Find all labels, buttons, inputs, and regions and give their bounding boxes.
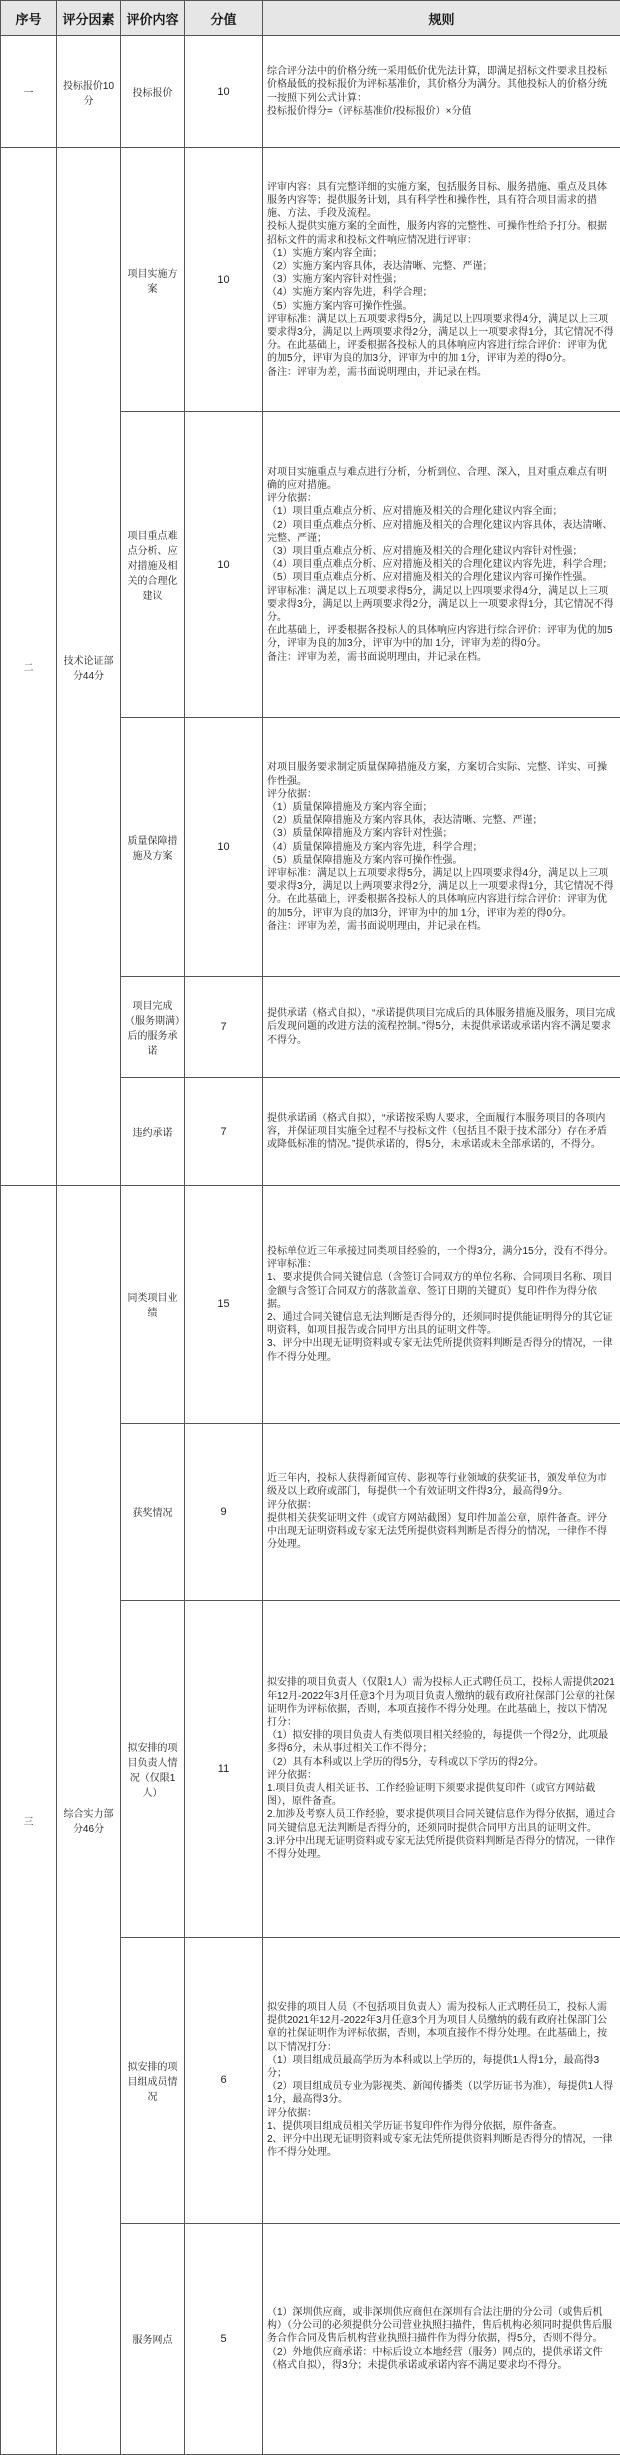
- rule-line: （4）实施方案内容先进，科学合理；: [267, 287, 433, 299]
- rule-line: 对项目实施重点与难点进行分析，分析到位、合理、深入，且对重点难点有明确的应对措施。: [267, 466, 607, 492]
- rule-line: 投标人提供实施方案的全面性，服务内容的完整性、可操作性给予打分。根据招标文件的需求和投标文件响应情况进行评审：: [267, 221, 607, 246]
- item-rule: [263, 1937, 620, 2223]
- item-name: 违约承诺: [121, 1078, 185, 1186]
- item-score: 10: [185, 718, 263, 977]
- rule-line: 3、评分中出现无证明资料或专家无法凭所提供资料判断是否得分的情况，一律作不得分处理。: [267, 1338, 613, 1363]
- item-name: 项目完成（服务期满）后的服务承诺: [121, 976, 185, 1077]
- item-score: 11: [185, 1600, 263, 1937]
- item-score: 15: [185, 1186, 263, 1424]
- item-rule: [263, 718, 620, 977]
- item-name: 服务网点: [121, 2223, 185, 2454]
- rule-line: （1）项目重点难点分析、应对措施及相关的合理化建议内容全面；: [267, 506, 563, 518]
- rule-line: 投标单位近三年承接过同类项目经验的，一个得3分，满分15分，没有不得分。: [267, 1245, 614, 1257]
- table-row: [1, 1186, 620, 1424]
- rule-line: （1）实施方案内容全面；: [267, 247, 383, 259]
- rule-line: 投标报价得分=（评标基准价/投标报价）×分值: [267, 105, 472, 117]
- item-name: 投标报价: [121, 36, 185, 148]
- group-index: 三: [1, 1186, 57, 2455]
- rule-line: （5）实施方案内容可操作性强。: [267, 300, 413, 312]
- rule-line: 备注：评审为差，需书面说明理由，并记录在档。: [267, 366, 487, 378]
- item-score: 6: [185, 1937, 263, 2223]
- group-factor: 综合实力部分46分: [57, 1186, 121, 2455]
- rule-line: 2.加涉及考察人员工作经验，要求提供项目合同关键信息作为得分依据，通过合同关键信息无法判断是否得分的，还须同时提供合同甲方出具的证明文件。: [267, 1809, 616, 1834]
- item-rule: [263, 1186, 620, 1424]
- rule-line: 提供承诺函（格式自拟），“承诺按采购人要求，全面履行本服务项目的各项内容，并保证项目实施全过程不与投标文件（包括且不限于技术部分）存在矛盾或降低标准的情况。”提供承诺的，得5分，未承诺或未全部承诺的，不得分。: [267, 1112, 607, 1151]
- rule-line: 2、通过合同关键信息无法判断是否得分的，还须同时提供能证明得分的其它证明资料，如项目报告或合同甲方出具的证明文件等。: [267, 1311, 613, 1337]
- rule-line: 1、提供项目组成员相关学历证书复印件作为得分依据，原件备查。: [267, 2120, 563, 2132]
- rule-line: 对项目服务要求制定质量保障措施及方案，方案切合实际、完整、详实、可操作性强。: [267, 762, 607, 787]
- rule-line: （3）项目重点难点分析、应对措施及相关的合理化建议内容针对性强；: [267, 546, 583, 558]
- rule-line: 近三年内，投标人获得新闻宣传、影视等行业领域的获奖证书，颁发单位为市级及以上政府或部门，每提供一个有效证明文件得3分，最高得9分。: [267, 1473, 607, 1498]
- rule-line: 备注：评审为差，需书面说明理由，并记录在档。: [267, 920, 487, 932]
- rule-line: 评分依据：: [267, 2107, 317, 2119]
- rule-line: （3）质量保障措施及方案内容针对性强；: [267, 828, 453, 840]
- rule-line: （1）深圳供应商，或非深圳供应商但在深圳有合法注册的分公司（或售后机构）（分公司的必须提供分公司营业执照扫描件，售后机构必须同时提供售后服务合作合同及售后机构营业执照扫描件作为得分依据，得5分，否则不得分。: [267, 2306, 612, 2345]
- group-index: 一: [1, 36, 57, 148]
- rule-line: 评审标准：: [267, 1259, 317, 1271]
- item-name: 获奖情况: [121, 1423, 185, 1600]
- item-rule: [263, 1423, 620, 1600]
- item-rule: [263, 412, 620, 718]
- rule-line: （2）具有本科或以上学历的得5分，专科或以下学历的得2分。: [267, 1756, 544, 1768]
- table-header-row: [1, 1, 620, 36]
- item-rule: [263, 36, 620, 148]
- rule-line: （1）质量保障措施及方案内容全面；: [267, 801, 433, 813]
- rule-line: （2）实施方案内容具体，表达清晰、完整、严谨；: [267, 261, 493, 272]
- rule-line: 评审内容：具有完整详细的实施方案，包括服务目标、服务措施、重点及具体服务内容等；提供服务计划，具有科学性和操作性，具有符合项目需求的措施、方法、手段及流程。: [267, 181, 607, 220]
- rule-line: （5）质量保障措施及方案内容可操作性强。: [267, 854, 463, 866]
- rule-line: 评分依据：: [267, 493, 317, 505]
- rule-line: 拟安排的项目人员（不包括项目负责人）需为投标人正式聘任员工，投标人需提供2021年12月-2022年3月任意3个月为项目人员缴纳的载有政府社保部门公章的社保证明作为评标依据，否则，本项直接作不得分处理。在此基础上，按以下情况打分：: [267, 2002, 608, 2053]
- rule-line: 综合评分法中的价格分统一采用低价优先法计算，即满足招标文件要求且投标价格最低的投标报价为评标基准价，其价格分为满分。其他投标人的价格分统一按照下列公式计算：: [267, 66, 607, 104]
- rule-line: （2）项目组成员专业为影视类、新闻传播类（以学历证书为准），每提供1人得1分，最高得3分。: [267, 2081, 614, 2106]
- rule-line: 2、评分中出现无证明资料或专家无法凭所提供资料判断是否得分的情况，一律作不得分处理。: [267, 2134, 613, 2159]
- rule-line: 1、要求提供合同关键信息（含签订合同双方的单位名称、合同项目名称、项目金额与含签订合同双方的落款盖章、签订日期的关键页）复印件作为得分依据。: [267, 1272, 613, 1310]
- rule-line: 评分依据：: [267, 1769, 317, 1781]
- rule-line: 拟安排的项目负责人（仅限1人）需为投标人正式聘任员工，投标人需提供2021年12月-2022年3月任意3个月为项目负责人缴纳的载有政府社保部门公章的社保证明作为评标依据，否则，本项直接作不得分处理。在此基础上，按以下情况打分：: [267, 1677, 615, 1728]
- header-rules: 规则: [263, 1, 620, 36]
- item-score: 10: [185, 36, 263, 148]
- group-factor: 投标报价10分: [57, 36, 121, 148]
- item-score: 10: [185, 412, 263, 718]
- table-row: [1, 36, 620, 148]
- rule-line: 备注：评审为差，需书面说明理由，并记录在档。: [267, 651, 487, 663]
- rule-line: 评审标准：满足以上五项要求得5分，满足以上四项要求得4分，满足以上三项要求得3分，满足以上两项要求得2分，满足以上一项要求得1分，其它情况不得分。在此基础上，评委根据各投标人的具体响应内容进行综合评价：评审为优的加5分，评审为良的加3分，评审为中的加 1分，评审为差的得0分。: [267, 867, 614, 919]
- item-rule: [263, 1078, 620, 1186]
- table-row: [1, 148, 620, 412]
- item-name: 项目实施方案: [121, 148, 185, 412]
- item-rule: [263, 2223, 620, 2454]
- header-content: 评价内容: [121, 1, 185, 36]
- item-score: 9: [185, 1423, 263, 1600]
- rule-line: （2）项目重点难点分析、应对措施及相关的合理化建议内容具体，表达清晰、完整、严谨；: [267, 519, 613, 544]
- item-rule: [263, 148, 620, 412]
- item-score: 5: [185, 2223, 263, 2454]
- rule-line: （5）项目重点难点分析、应对措施及相关的合理化建议内容可操作性强。: [267, 572, 593, 584]
- rule-line: 评分依据：: [267, 788, 317, 800]
- item-name: 拟安排的项目负责人情况（仅限1人）: [121, 1600, 185, 1937]
- rule-line: （2）外地供应商承诺：中标后设立本地经营（服务）网点的，提供承诺文件（格式自拟），得3分；未提供承诺或承诺内容不满足要求均不得分。: [267, 2346, 603, 2371]
- item-rule: [263, 1600, 620, 1937]
- item-name: 拟安排的项目组成员情况: [121, 1937, 185, 2223]
- rule-line: （1）项目组成员最高学历为本科或以上学历的，每提供1人得1分，最高得3分；: [267, 2054, 600, 2080]
- rule-line: 1.项目负责人相关证书、工作经验证明下须要求提供复印件（或官方网站截图），原件备查。: [267, 1783, 596, 1808]
- header-index: 序号: [1, 1, 57, 36]
- group-factor: 技术论证部分44分: [57, 148, 121, 1186]
- header-factor: 评分因素: [57, 1, 121, 36]
- rule-line: （1）拟安排的项目负责人有类似项目相关经验的，每提供一个得2分，此项最多得6分，未从事过相关工作不得分；: [267, 1730, 609, 1755]
- rule-line: 提供承诺（格式自拟），“承诺提供项目完成后的具体服务措施及服务，项目完成后发现问题的改进方法的流程控制。”得5分，未提供承诺或承诺内容不满足要求不得分。: [267, 1008, 616, 1046]
- rule-line: 评审标准：满足以上五项要求得5分，满足以上四项要求得4分，满足以上三项要求得3分，满足以上两项要求得2分，满足以上一项要求得1分，其它情况不得分。: [267, 585, 614, 624]
- item-name: 项目重点难点分析、应对措施及相关的合理化建议: [121, 412, 185, 718]
- item-score: 10: [185, 148, 263, 412]
- rule-line: 3.评分中出现无证明资料或专家无法凭所提供资料判断是否得分的情况，一律作不得分处理。: [267, 1835, 616, 1861]
- rule-line: （2）质量保障措施及方案内容具体，表达清晰、完整、严谨；: [267, 815, 543, 827]
- item-name: 质量保障措施及方案: [121, 718, 185, 977]
- rule-line: 评审标准：满足以上五项要求得5分，满足以上四项要求得4分，满足以上三项要求得3分，满足以上两项要求得2分，满足以上一项要求得1分，其它情况不得分。在此基础上，评委根据各投标人的具体响应内容进行综合评价：评审为优的加5分，评审为良的加3分，评审为中的加 1分，评审为差的得0分。: [267, 313, 614, 365]
- rule-line: 在此基础上，评委根据各投标人的具体响应内容进行综合评价：评审为优的加5分，评审为良的加3分，评审为中的加 1分，评审为差的得0分。: [267, 625, 613, 650]
- rule-line: （4）质量保障措施及方案内容先进，科学合理；: [267, 841, 483, 853]
- rule-line: （3）实施方案内容针对性强；: [267, 274, 403, 286]
- rule-line: （4）项目重点难点分析、应对措施及相关的合理化建议内容先进，科学合理；: [267, 559, 613, 571]
- rule-line: 评分依据：: [267, 1499, 317, 1511]
- item-score: 7: [185, 1078, 263, 1186]
- item-name: 同类项目业绩: [121, 1186, 185, 1424]
- group-index: 二: [1, 148, 57, 1186]
- header-score: 分值: [185, 1, 263, 36]
- item-rule: [263, 976, 620, 1077]
- rule-line: 提供相关获奖证明文件（或官方网站截图）复印件加盖公章，原件备查。评分中出现无证明资料或专家无法凭所提供资料判断是否得分的情况，一律作不得分处理。: [267, 1512, 607, 1551]
- item-score: 7: [185, 976, 263, 1077]
